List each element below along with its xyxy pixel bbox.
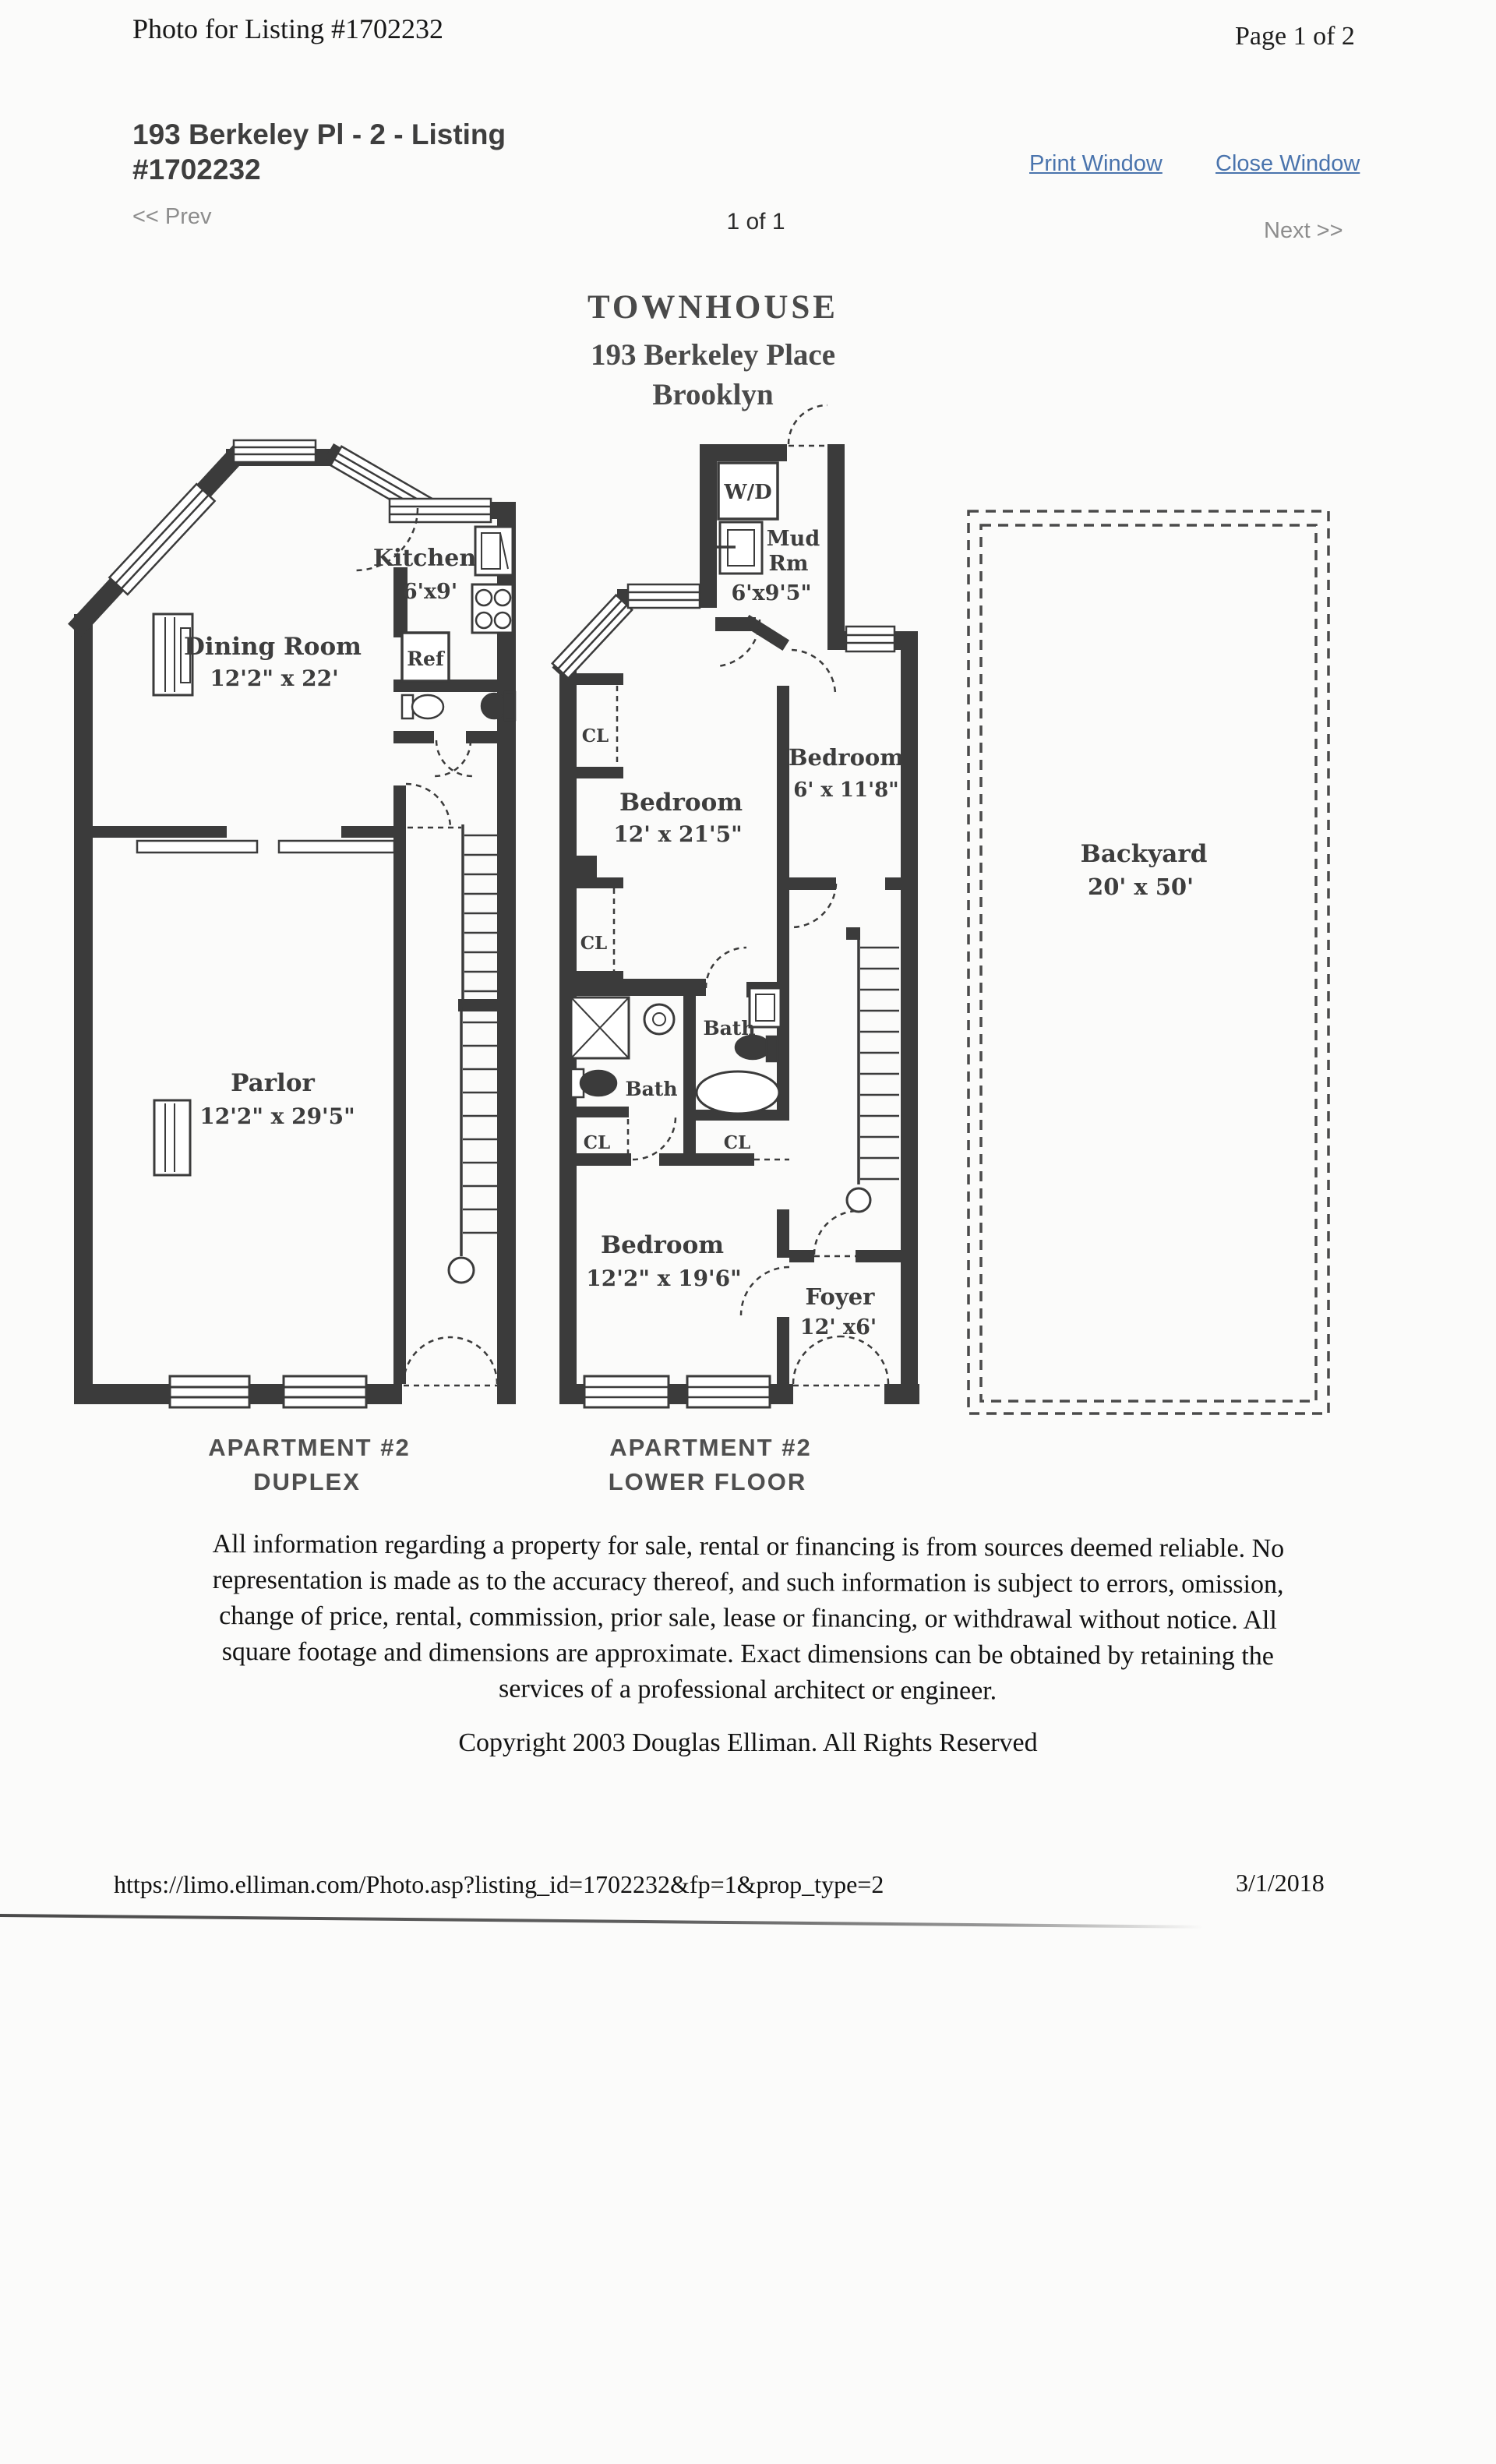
bedroom2-dims: 6' x 11'8": [793, 778, 899, 802]
copyright-line: Copyright 2003 Douglas Elliman. All Rights Reserved: [458, 1728, 1038, 1757]
bedroom3-label: Bedroom: [600, 1231, 725, 1259]
bedroom1-dims: 12' x 21'5": [613, 821, 743, 847]
parlor-label: Parlor: [231, 1069, 315, 1097]
disclaimer-line: change of price, rental, commission, prior sale, lease or financing, or withdrawal without notice. All: [219, 1601, 1277, 1635]
bath2-fixtures: [697, 988, 781, 1114]
backyard-outline: [969, 511, 1328, 1414]
kitchen-sink-icon: [475, 527, 513, 575]
duplex-unit-label1: APARTMENT #2: [208, 1434, 411, 1461]
disclaimer-line: services of a professional architect or engineer.: [498, 1674, 997, 1706]
bedroom2-label: Bedroom: [789, 744, 904, 771]
parlor-fireplace: [154, 1100, 190, 1175]
dining-room-dims: 12'2" x 22': [210, 665, 339, 691]
bath1-label: Bath: [625, 1078, 678, 1100]
kitchen-label: Kitchen: [372, 545, 477, 572]
foyer-label: Foyer: [805, 1283, 875, 1310]
bath2-label: Bath: [703, 1017, 756, 1040]
utility-sink-icon: [717, 522, 762, 574]
listing-title-line1: 193 Berkeley Pl - 2 - Listing: [132, 118, 506, 150]
backyard-dims: 20' x 50': [1088, 874, 1194, 900]
page-header-listing: Photo for Listing #1702232: [132, 13, 444, 44]
shower-icon: [571, 997, 629, 1058]
mud-room-label1: Mud: [766, 527, 820, 551]
closet-label-4: CL: [723, 1132, 751, 1153]
photo-counter: 1 of 1: [726, 209, 785, 235]
listing-title-line2: #1702232: [132, 154, 261, 185]
disclaimer-line: representation is made as to the accuracy thereof, and such information is subject to errors, omission,: [212, 1566, 1284, 1599]
close-window-link[interactable]: Close Window: [1216, 151, 1360, 176]
pocket-doors: [137, 841, 394, 853]
stove-icon: [472, 584, 513, 633]
page-number: Page 1 of 2: [1235, 22, 1355, 51]
duplex-stairs: [449, 824, 497, 1283]
floorplan-heading-borough: Brooklyn: [652, 378, 774, 411]
mud-room-dims: 6'x9'5": [731, 581, 812, 605]
bedroom1-label: Bedroom: [619, 789, 743, 817]
disclaimer: [109, 1526, 1388, 1710]
kitchen-window: [390, 499, 491, 522]
backyard-label: Backyard: [1080, 840, 1208, 868]
footer-date: 3/1/2018: [1236, 1869, 1325, 1897]
disclaimer-line: square footage and dimensions are approximate. Exact dimensions can be obtained by retaining the: [221, 1637, 1274, 1671]
ref-label: Ref: [407, 648, 444, 670]
print-window-link[interactable]: Print Window: [1029, 151, 1163, 176]
mud-room-label2: Rm: [768, 552, 809, 576]
floorplan-heading-type: TOWNHOUSE: [587, 289, 838, 326]
kitchen-dims: 6'x9': [402, 580, 458, 604]
foyer-dims: 12' x6': [799, 1315, 877, 1340]
duplex-unit-label2: DUPLEX: [253, 1468, 361, 1495]
lower-floor-unit-label1: APARTMENT #2: [609, 1434, 812, 1461]
floorplan-heading-address: 193 Berkeley Place: [590, 338, 836, 372]
disclaimer-line: All information regarding a property for sale, rental or financing is from sources deemed reliable. No: [212, 1530, 1285, 1564]
bedroom3-dims: 12'2" x 19'6": [586, 1266, 742, 1291]
footer-url: https://limo.elliman.com/Photo.asp?listing_id=1702232&fp=1&prop_type=2: [114, 1870, 884, 1898]
closet-label-2: CL: [580, 933, 608, 954]
dining-room-label: Dining Room: [184, 633, 362, 661]
next-link[interactable]: Next >>: [1264, 218, 1343, 243]
lower-floor-stairs: [847, 940, 899, 1212]
wd-label: W/D: [724, 481, 772, 504]
duplex-bath-fixtures: [402, 692, 515, 720]
parlor-dims: 12'2" x 29'5": [199, 1103, 355, 1129]
closet-label-1: CL: [581, 725, 609, 747]
prev-link[interactable]: << Prev: [132, 204, 212, 229]
closet-label-3: CL: [583, 1132, 611, 1153]
lower-floor-unit-label2: LOWER FLOOR: [608, 1468, 807, 1495]
